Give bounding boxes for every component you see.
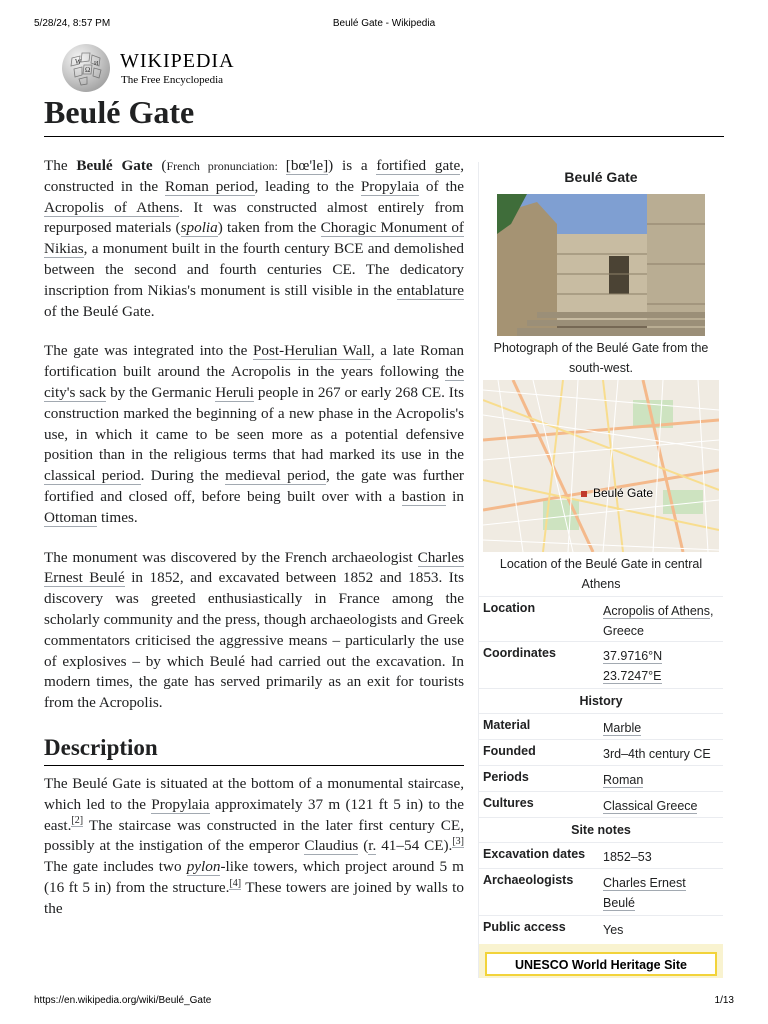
reference-4[interactable]: [4] bbox=[229, 877, 242, 889]
link-marble[interactable]: Marble bbox=[603, 721, 642, 735]
print-footer bbox=[34, 995, 734, 1009]
print-page-number: 1/13 bbox=[714, 995, 734, 1006]
print-title: Beulé Gate - Wikipedia bbox=[332, 18, 436, 29]
print-datetime: 5/28/24, 8:57 PM bbox=[34, 18, 111, 29]
wikipedia-logo[interactable] bbox=[62, 44, 262, 94]
row-coordinates: Coordinates 37.9716°N 23.7247°E bbox=[479, 641, 723, 688]
link-citys-sack[interactable]: the city's sack bbox=[44, 363, 464, 401]
link-roman[interactable]: Roman bbox=[603, 773, 644, 787]
reference-3[interactable]: [3] bbox=[452, 836, 464, 848]
row-founded: Founded 3rd–4th century CE bbox=[479, 739, 723, 765]
link-entablature[interactable]: entablature bbox=[396, 281, 464, 299]
row-archaeologists: Archaeologists Charles Ernest Beulé bbox=[479, 868, 723, 915]
row-periods: Periods Roman bbox=[479, 765, 723, 791]
link-post-herulian-wall[interactable]: Post-Herulian Wall bbox=[252, 342, 371, 360]
print-header bbox=[34, 18, 734, 32]
row-cultures: Cultures Classical Greece bbox=[479, 791, 723, 817]
infobox bbox=[478, 162, 723, 978]
link-reign[interactable]: r. bbox=[368, 837, 377, 855]
link-pylon[interactable]: pylon bbox=[186, 858, 221, 876]
link-heruli[interactable]: Heruli bbox=[215, 383, 255, 401]
pronunciation-label: French pronunciation: bbox=[166, 159, 286, 173]
row-public-access: Public access Yes bbox=[479, 915, 723, 940]
photo-caption: Photograph of the Beulé Gate from the south-west. bbox=[493, 341, 709, 375]
link-choragic-monument[interactable]: Choragic Monument of Nikias bbox=[44, 219, 464, 258]
link-archaeologist[interactable]: Charles Ernest Beulé bbox=[603, 876, 686, 910]
map-pin-label: Beulé Gate bbox=[593, 486, 654, 500]
link-coord-lon[interactable]: 23.7247°E bbox=[603, 669, 662, 683]
link-medieval-period[interactable]: medieval period bbox=[225, 467, 326, 485]
intro-paragraph-2: The gate was integrated into the Post-Herulian Wall, a late Roman fortification built around the Acropolis in the years following the city's sack by the Germanic Heruli people in 267 or early 268 CE. Its construction marked the beginning of a new phase in the Acropolis's use, in which it came to be seen more as a potential defensive position than in the religious terms that had marked its use in the classical period. During the medieval period, the gate was further fortified and closed off, before being built over with a bastion in Ottoman times. bbox=[44, 342, 464, 526]
link-propylaia[interactable]: Propylaia bbox=[360, 177, 420, 195]
location-map[interactable] bbox=[483, 380, 719, 552]
svg-text:Ω: Ω bbox=[85, 66, 91, 74]
wikipedia-globe-icon bbox=[62, 44, 110, 92]
page-title: Beulé Gate bbox=[44, 90, 724, 137]
description-paragraph: The Beulé Gate is situated at the bottom of a monumental staircase, which led to the Propylaia approximately 37 m (121 ft 5 in) to the east.[2] The staircase was constructed in the later first century CE, possibly at the instigation of the emperor Claudius (r. 41–54 CE).[3] The gate includes two pylon-like towers, which project around 5 m (16 ft 5 in) from the structure.[4] These towers are joined by walls to the bbox=[44, 774, 464, 917]
wikipedia-tagline: The Free Encyclopedia bbox=[121, 74, 224, 86]
article-subject-bold: Beulé Gate bbox=[76, 157, 153, 174]
link-charles-ernest-beule[interactable]: Charles Ernest Beulé bbox=[44, 548, 464, 587]
ipa-link[interactable]: [bœ'le] bbox=[285, 157, 329, 174]
section-site-notes: Site notes bbox=[479, 817, 723, 842]
map-caption: Location of the Beulé Gate in central Athens bbox=[499, 557, 703, 591]
link-propylaia-2[interactable]: Propylaia bbox=[151, 795, 210, 813]
svg-text:И: И bbox=[94, 61, 99, 67]
unesco-banner bbox=[479, 944, 723, 978]
section-heading-description: Description bbox=[44, 733, 464, 766]
link-roman-period[interactable]: Roman period bbox=[164, 177, 255, 195]
link-claudius[interactable]: Claudius bbox=[304, 837, 359, 855]
section-history: History bbox=[479, 688, 723, 713]
reference-2[interactable]: [2] bbox=[71, 815, 84, 827]
link-coord-lat[interactable]: 37.9716°N bbox=[603, 649, 663, 663]
row-excavation-dates: Excavation dates 1852–53 bbox=[479, 842, 723, 868]
article-body bbox=[44, 156, 464, 939]
unesco-link[interactable]: UNESCO World Heritage Site bbox=[485, 952, 717, 976]
intro-paragraph-3: The monument was discovered by the French archaeologist Charles Ernest Beulé in 1852, and excavated between 1852 and 1853. Its discovery was greeted enthusiastically in France among the scholarly community and the press, though archaeologists and Greek commentators criticised the aggressive means – particularly the use of explosives – by which Beulé had carried out the excavation. In modern times, the gate has served primarily as an exit for tourists from the Acropolis. bbox=[44, 548, 464, 712]
print-url: https://en.wikipedia.org/wiki/Beulé_Gate bbox=[34, 995, 212, 1006]
row-material: Material Marble bbox=[479, 713, 723, 739]
wikipedia-wordmark: WIKIPEDIA bbox=[120, 50, 235, 72]
map-pin-icon bbox=[581, 491, 587, 497]
link-bastion[interactable]: bastion bbox=[401, 487, 446, 505]
link-classical-period[interactable]: classical period bbox=[44, 467, 141, 485]
infobox-title: Beulé Gate bbox=[564, 169, 638, 185]
link-classical-greece[interactable]: Classical Greece bbox=[603, 799, 698, 813]
link-fortified-gate[interactable]: fortified gate bbox=[376, 157, 461, 174]
link-ottoman[interactable]: Ottoman bbox=[44, 508, 98, 526]
link-spolia[interactable]: spolia bbox=[180, 219, 218, 237]
intro-paragraph-1: The Beulé Gate (French pronunciation: [bœ'le]) is a fortified gate, constructed in the Roman period, leading to the Propylaia of the Acropolis of Athens. It was constructed almost entirely from repurposed materials (spolia) taken from the Choragic Monument of Nikias, a monument built in the fourth century BCE and demolished between the second and fourth centuries CE. The dedicatory inscription from Nikias's monument is still visible in the entablature of the Beulé Gate. bbox=[44, 157, 465, 320]
link-acropolis-of-athens[interactable]: Acropolis of Athens bbox=[44, 198, 180, 216]
infobox-photo[interactable] bbox=[497, 194, 705, 336]
link-location[interactable]: Acropolis of Athens bbox=[603, 604, 711, 618]
svg-text:W: W bbox=[75, 58, 82, 66]
row-location: Location Acropolis of Athens, Greece bbox=[479, 596, 723, 641]
